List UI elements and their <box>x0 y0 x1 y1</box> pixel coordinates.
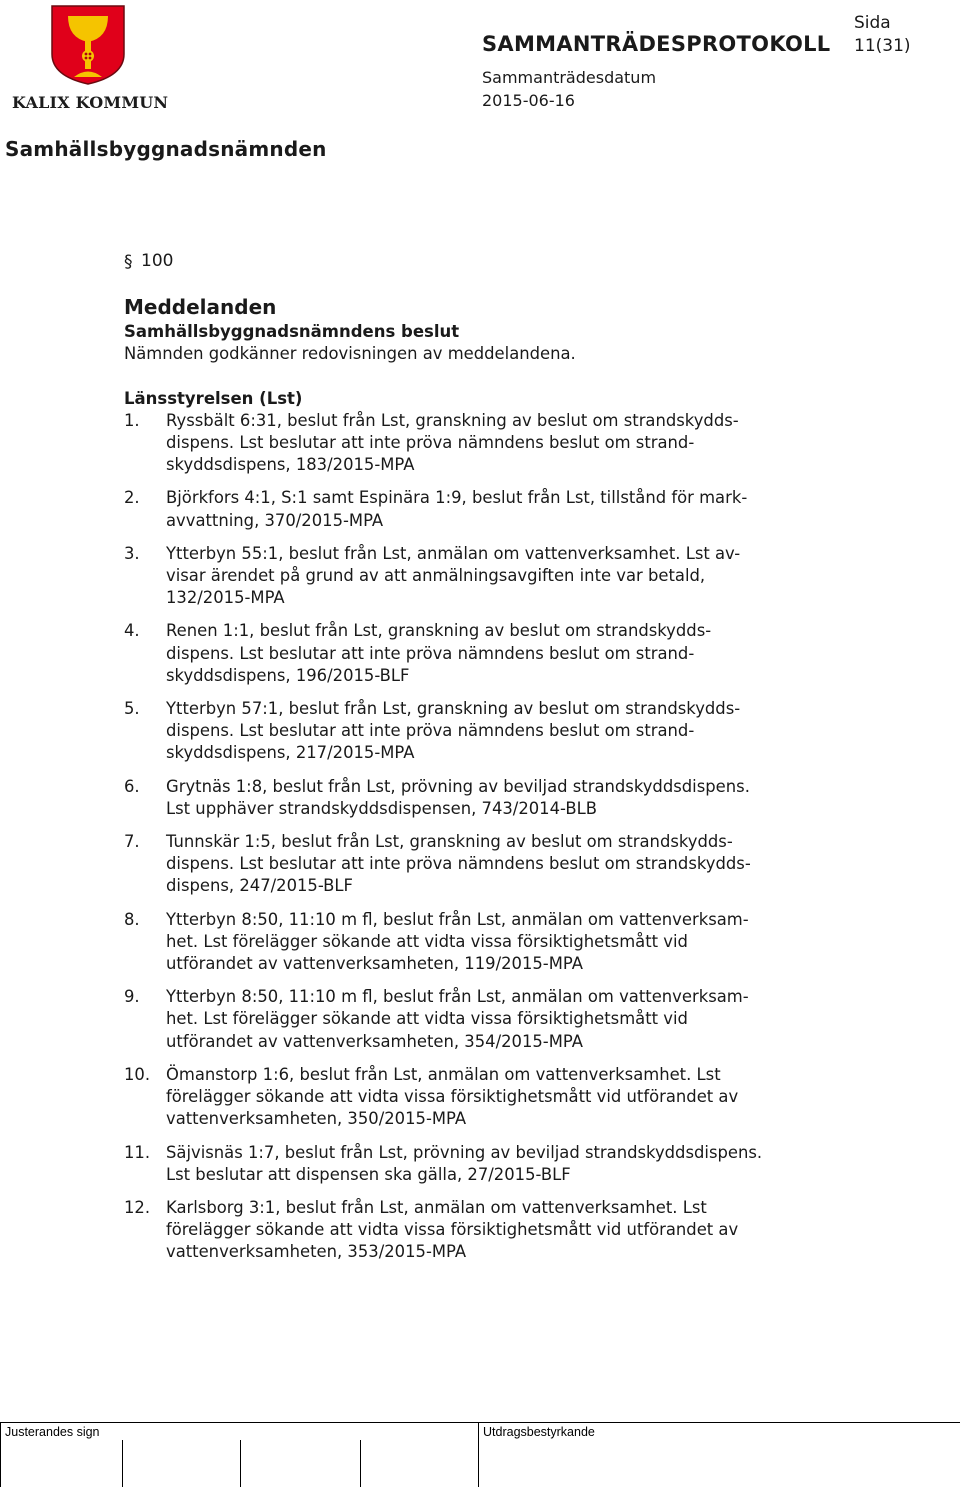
svg-text:§: § <box>124 252 133 271</box>
notice-item-text: Karlsborg 3:1, beslut från Lst, anmälan om vattenverksamhet. Lst förelägger sökande att vidta vissa försiktighetsmått vid utförandet av vattenverksamheten, 353/2015-MPA <box>166 1197 739 1262</box>
notice-item-number: 8. <box>124 909 140 929</box>
notice-item-number: 4. <box>124 621 140 641</box>
notice-item-number: 10. <box>124 1064 151 1084</box>
notice-item <box>124 831 854 898</box>
notice-item-text: Renen 1:1, beslut från Lst, granskning av beslut om strandskydds- dispens. Lst beslutar att inte pröva nämndens beslut om strand- skyddsdispens, 196/2015-BLF <box>166 621 712 685</box>
signature-footer <box>0 1422 960 1487</box>
notice-item-number: 1. <box>124 410 140 430</box>
page-number: 11(31) <box>854 36 911 56</box>
utdragsbestyrkande-label: Utdragsbestyrkande <box>483 1425 595 1439</box>
notice-item-text: Ytterbyn 57:1, beslut från Lst, granskning av beslut om strandskydds- dispens. Lst beslutar att inte pröva nämndens beslut om strand- skyddsdispens, 217/2015-MPA <box>166 699 741 763</box>
footer-divider <box>0 1422 1 1487</box>
notice-item-text: Ytterbyn 8:50, 11:10 m fl, beslut från Lst, anmälan om vattenverksam- het. Lst förelägger sökande att vidta vissa försiktighetsmått vid utförandet av vattenverksamheten, 354/2015-MPA <box>166 987 749 1051</box>
section-number <box>124 250 854 272</box>
notice-item <box>124 909 854 976</box>
notice-item-number: 6. <box>124 776 140 796</box>
notice-item-text: Björkfors 4:1, S:1 samt Espinära 1:9, beslut från Lst, tillstånd för mark- avvattning, 370/2015-MPA <box>166 488 748 530</box>
notice-item <box>124 410 854 477</box>
notice-item <box>124 776 854 820</box>
notice-list <box>124 410 854 1264</box>
coat-of-arms-icon <box>50 4 126 86</box>
meeting-date-value: 2015-06-16 <box>482 91 575 110</box>
notice-item-text: Ryssbält 6:31, beslut från Lst, granskning av beslut om strandskydds- dispens. Lst beslutar att inte pröva nämndens beslut om strand- skyddsdispens, 183/2015-MPA <box>166 410 739 475</box>
notice-item-number: 12. <box>124 1197 151 1217</box>
list-heading: Länsstyrelsen (Lst) <box>124 388 303 408</box>
decision-heading: Samhällsbyggnadsnämndens beslut <box>124 322 460 342</box>
notice-item <box>124 698 854 765</box>
committee-name: Samhällsbyggnadsnämnden <box>5 137 327 161</box>
notice-item <box>124 487 854 531</box>
notice-item-number: 11. <box>124 1142 151 1162</box>
meeting-date-label: Sammanträdesdatum <box>482 68 657 87</box>
section-number-value: 100 <box>141 251 174 271</box>
footer-divider <box>478 1422 479 1487</box>
section-sign-icon <box>124 252 135 270</box>
notice-item-text: Ytterbyn 55:1, beslut från Lst, anmälan om vattenverksamhet. Lst av- visar ärendet på grund av att anmälningsavgiften inte var betald, 132/2015-MPA <box>166 543 741 608</box>
notice-item-number: 2. <box>124 488 140 508</box>
notice-item <box>124 1142 854 1186</box>
notice-item-number: 5. <box>124 699 140 719</box>
notice-item-text: Grytnäs 1:8, beslut från Lst, prövning av beviljad strandskyddsdispens. Lst upphäver strandskyddsdispensen, 743/2014-BLB <box>166 776 750 818</box>
footer-divider <box>360 1440 361 1487</box>
notice-item-text: Ytterbyn 8:50, 11:10 m fl, beslut från Lst, anmälan om vattenverksam- het. Lst förelägger sökande att vidta vissa försiktighetsmått vid utförandet av vattenverksamheten, 119/2015-MPA <box>166 909 749 974</box>
section-content <box>124 250 854 1275</box>
section-heading: Meddelanden <box>124 295 277 320</box>
notice-item <box>124 986 854 1053</box>
logo-text: KALIX KOMMUN <box>12 93 169 112</box>
notice-item-text: Tunnskär 1:5, beslut från Lst, granskning av beslut om strandskydds- dispens. Lst beslutar att inte pröva nämndens beslut om strandskydds- dispens, 247/2015-BLF <box>166 832 751 896</box>
notice-item <box>124 543 854 610</box>
notice-item <box>124 620 854 687</box>
notice-item-text: Säjvisnäs 1:7, beslut från Lst, prövning av beviljad strandskyddsdispens. Lst beslutar att dispensen ska gälla, 27/2015-BLF <box>166 1142 763 1184</box>
page-label: Sida <box>854 13 891 33</box>
notice-item-number: 9. <box>124 987 140 1007</box>
notice-item-text: Ömanstorp 1:6, beslut från Lst, anmälan om vattenverksamhet. Lst förelägger sökande att vidta vissa försiktighetsmått vid utförandet av vattenverksamheten, 350/2015-MPA <box>166 1064 739 1129</box>
notice-item-number: 7. <box>124 832 140 852</box>
footer-divider <box>122 1440 123 1487</box>
notice-item <box>124 1064 854 1131</box>
decision-text: Nämnden godkänner redovisningen av meddelandena. <box>124 344 576 364</box>
footer-top-border <box>0 1422 960 1423</box>
justerandes-sign-label: Justerandes sign <box>5 1425 100 1439</box>
document-title: SAMMANTRÄDESPROTOKOLL <box>482 32 831 56</box>
notice-item <box>124 1197 854 1264</box>
notice-item-number: 3. <box>124 543 140 563</box>
municipality-logo <box>12 4 169 112</box>
footer-divider <box>240 1440 241 1487</box>
